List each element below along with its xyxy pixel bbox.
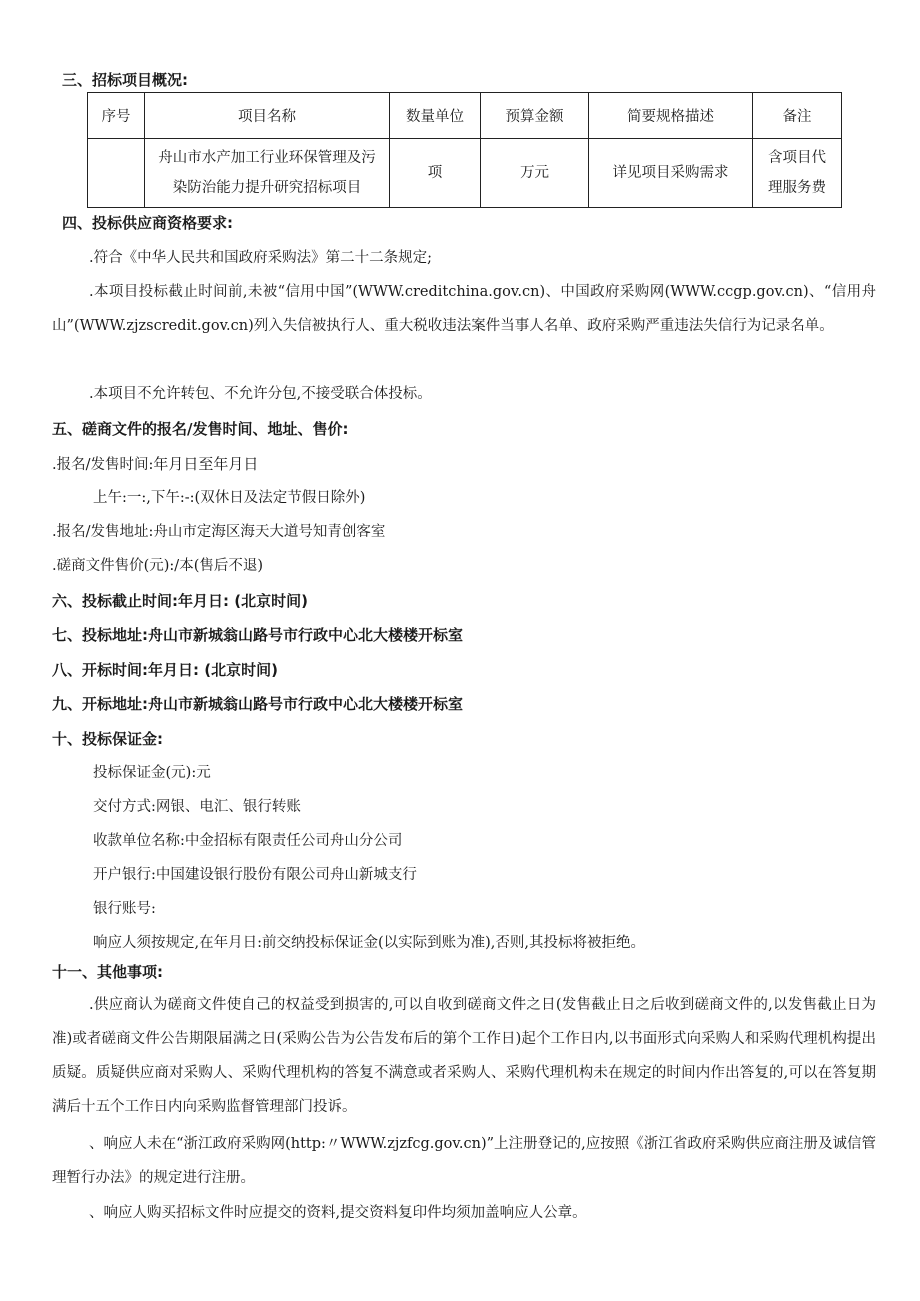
section-7-line [52, 625, 463, 645]
section-11-heading: 十一、其他事项: [52, 963, 163, 981]
section-4-item-2: .本项目投标截止时间前,未被“信用中国”(WWW.creditchina.gov.cn)、中国政府采购网(WWW.ccgp.gov.cn)、“信用舟山”(WWW.zjzscredit.gov.cn)列入失信被执行人、重大税收违法案件当事人名单、政府采购严重违法失信行为记录名单。 [52, 284, 876, 334]
table-header-cell: 备注 [753, 93, 842, 139]
section-4-heading: 四、投标供应商资格要求: [62, 214, 233, 232]
table-header-cell: 项目名称 [145, 93, 390, 139]
section-6-line [52, 591, 308, 611]
table-cell-index [88, 139, 145, 208]
project-table [87, 92, 842, 208]
sale-time-label: .报名/发售时间: [52, 457, 154, 473]
deposit-amount: 投标保证金(元):元 [93, 765, 211, 781]
section-8-heading: 八、开标时间: [52, 661, 148, 679]
section-5-heading: 五、磋商文件的报名/发售时间、地址、售价: [52, 420, 349, 438]
table-row [88, 139, 842, 208]
deposit-method: 交付方式:网银、电汇、银行转账 [93, 799, 301, 815]
deposit-note: 响应人须按规定,在年月日:前交纳投标保证金(以实际到账为准),否则,其投标将被拒绝。 [93, 935, 646, 951]
table-header-cell: 数量单位 [390, 93, 481, 139]
section-5-address: .报名/发售地址:舟山市定海区海天大道号知青创客室 [52, 524, 386, 540]
table-header-row [88, 93, 842, 139]
table-header-cell: 预算金额 [481, 93, 589, 139]
section-6-value: 年月日: (北京时间) [178, 592, 308, 610]
section-9-line [52, 694, 463, 714]
table-cell-unit: 项 [390, 139, 481, 208]
section-5-sale-time [52, 454, 258, 475]
section-11-item-2: 、响应人未在“浙江政府采购网(http:〃WWW.zjzfcg.gov.cn)”上注册登记的,应按照《浙江省政府采购供应商注册及诚信管理暂行办法》的规定进行注册。 [52, 1136, 876, 1186]
section-9-heading: 九、开标地址: [52, 695, 148, 713]
section-11-item-3: 、响应人购买招标文件时应提交的资料,提交资料复印件均须加盖响应人公章。 [89, 1205, 587, 1221]
table-cell-budget: 万元 [481, 139, 589, 208]
table-cell-project-name: 舟山市水产加工行业环保管理及污染防治能力提升研究招标项目 [145, 139, 390, 208]
section-11-item-1: .供应商认为磋商文件使自己的权益受到损害的,可以自收到磋商文件之日(发售截止日之后收到磋商文件的,以发售截止日为准)或者磋商文件公告期限届满之日(采购公告为公告发布后的第个工作日)起个工作日内,以书面形式向采购人和采购代理机构提出质疑。质疑供应商对采购人、采购代理机构的答复不满意或者采购人、采购代理机构未在规定的时间内作出答复的,可以在答复期满后十五个工作日内向采购监督管理部门投诉。 [52, 997, 876, 1115]
section-5-price: .磋商文件售价(元):/本(售后不退) [52, 558, 264, 574]
section-8-value: 年月日: (北京时间) [148, 661, 278, 679]
table-cell-remark: 含项目代理服务费 [753, 139, 842, 208]
section-10-heading: 十、投标保证金: [52, 730, 163, 748]
section-4-item-1: .符合《中华人民共和国政府采购法》第二十二条规定; [89, 250, 432, 266]
section-5-hours: 上午:一:,下午:-:(双休日及法定节假日除外) [93, 490, 366, 506]
deposit-payee: 收款单位名称:中金招标有限责任公司舟山分公司 [93, 833, 403, 849]
section-7-heading: 七、投标地址: [52, 626, 148, 644]
table-header-cell: 序号 [88, 93, 145, 139]
section-3-heading: 三、招标项目概况: [62, 71, 188, 89]
section-6-heading: 六、投标截止时间: [52, 592, 178, 610]
table-cell-spec: 详见项目采购需求 [589, 139, 753, 208]
table-header-cell: 简要规格描述 [589, 93, 753, 139]
section-7-value: 舟山市新城翁山路号市行政中心北大楼楼开标室 [148, 626, 464, 644]
deposit-account: 银行账号: [93, 901, 156, 917]
section-8-line [52, 660, 278, 680]
section-4-item-3: .本项目不允许转包、不允许分包,不接受联合体投标。 [89, 386, 432, 402]
sale-time-value: 年月日至年月日 [153, 455, 259, 473]
deposit-bank: 开户银行:中国建设银行股份有限公司舟山新城支行 [93, 867, 417, 883]
section-9-value: 舟山市新城翁山路号市行政中心北大楼楼开标室 [148, 695, 464, 713]
